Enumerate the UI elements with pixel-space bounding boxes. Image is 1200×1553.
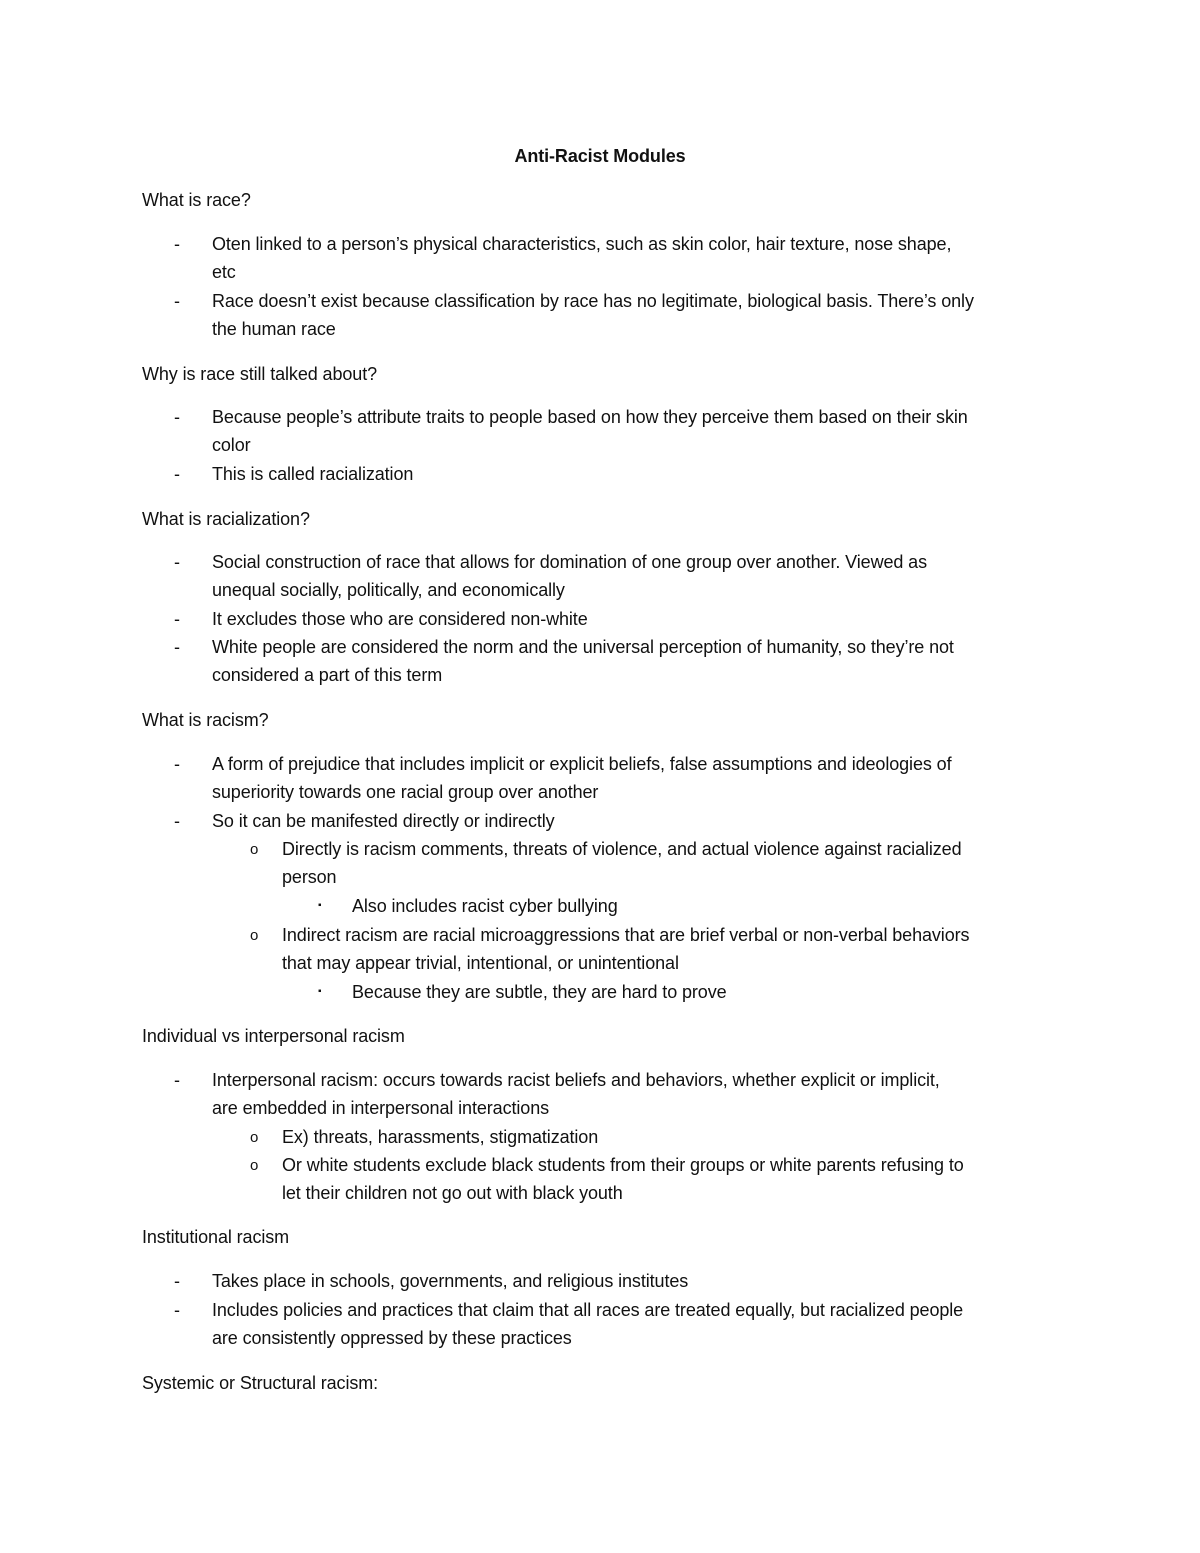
dash-bullet: -	[174, 637, 180, 657]
bullet-text: Social construction of race that allows for domination of one group over another. Viewed as	[212, 552, 927, 572]
circle-bullet: o	[250, 927, 259, 944]
bullet-text: are embedded in interpersonal interactions	[212, 1098, 550, 1118]
bullet-text: are consistently oppressed by these practices	[212, 1328, 572, 1348]
sub-bullet-text: person	[282, 867, 337, 887]
bullet-text: Interpersonal racism: occurs towards racist beliefs and behaviors, whether explicit or implicit,	[212, 1070, 940, 1090]
sub-bullet-text: Indirect racism are racial microaggressions that are brief verbal or non-verbal behaviors	[282, 925, 970, 945]
dash-bullet: -	[174, 1070, 180, 1090]
sub-bullet-text: that may appear trivial, intentional, or unintentional	[282, 953, 679, 973]
page-title: Anti-Racist Modules	[514, 146, 686, 166]
bullet-text: color	[212, 435, 251, 455]
bullet-text: considered a part of this term	[212, 665, 443, 685]
bullet-text: This is called racialization	[212, 464, 414, 484]
bullet-text: A form of prejudice that includes implicit or explicit beliefs, false assumptions and ideologies of	[212, 754, 952, 774]
bullet-text: It excludes those who are considered non-white	[212, 609, 588, 629]
dash-bullet: -	[174, 1271, 180, 1291]
section-heading: What is racism?	[142, 710, 269, 730]
bullet-text: etc	[212, 262, 236, 282]
section-heading: What is race?	[142, 190, 251, 210]
dash-bullet: -	[174, 234, 180, 254]
sub-bullet-text: Directly is racism comments, threats of violence, and actual violence against racialized	[282, 839, 962, 859]
sub-bullet-text: Or white students exclude black students from their groups or white parents refusing to	[282, 1155, 964, 1175]
bullet-text: Oten linked to a person’s physical characteristics, such as skin color, hair texture, nose shape,	[212, 234, 952, 254]
bullet-text: White people are considered the norm and the universal perception of humanity, so they’re not	[212, 637, 954, 657]
dash-bullet: -	[174, 464, 180, 484]
subsub-bullet-text: Because they are subtle, they are hard to prove	[352, 982, 727, 1002]
section-heading: Why is race still talked about?	[142, 364, 378, 384]
square-bullet: ▪	[318, 986, 322, 997]
bullet-text: So it can be manifested directly or indirectly	[212, 811, 555, 831]
dash-bullet: -	[174, 1300, 180, 1320]
dash-bullet: -	[174, 609, 180, 629]
dash-bullet: -	[174, 754, 180, 774]
section-heading: Systemic or Structural racism:	[142, 1373, 379, 1393]
subsub-bullet-text: Also includes racist cyber bullying	[352, 896, 618, 916]
circle-bullet: o	[250, 1157, 259, 1174]
bullet-text: Race doesn’t exist because classification by race has no legitimate, biological basis. There’s only	[212, 291, 974, 311]
dash-bullet: -	[174, 407, 180, 427]
dash-bullet: -	[174, 291, 180, 311]
section-heading: Individual vs interpersonal racism	[142, 1026, 405, 1046]
bullet-text: unequal socially, politically, and economically	[212, 580, 565, 600]
circle-bullet: o	[250, 841, 259, 858]
bullet-text: Includes policies and practices that claim that all races are treated equally, but racialized people	[212, 1300, 964, 1320]
bullet-text: superiority towards one racial group over another	[212, 782, 599, 802]
sub-bullet-text: Ex) threats, harassments, stigmatization	[282, 1127, 599, 1147]
bullet-text: Because people’s attribute traits to people based on how they perceive them based on their skin	[212, 407, 968, 427]
sub-bullet-text: let their children not go out with black youth	[282, 1183, 623, 1203]
bullet-text: the human race	[212, 319, 336, 339]
dash-bullet: -	[174, 552, 180, 572]
circle-bullet: o	[250, 1129, 259, 1146]
section-heading: Institutional racism	[142, 1227, 290, 1247]
square-bullet: ▪	[318, 900, 322, 911]
bullet-text: Takes place in schools, governments, and religious institutes	[212, 1271, 689, 1291]
section-heading: What is racialization?	[142, 509, 310, 529]
dash-bullet: -	[174, 811, 180, 831]
